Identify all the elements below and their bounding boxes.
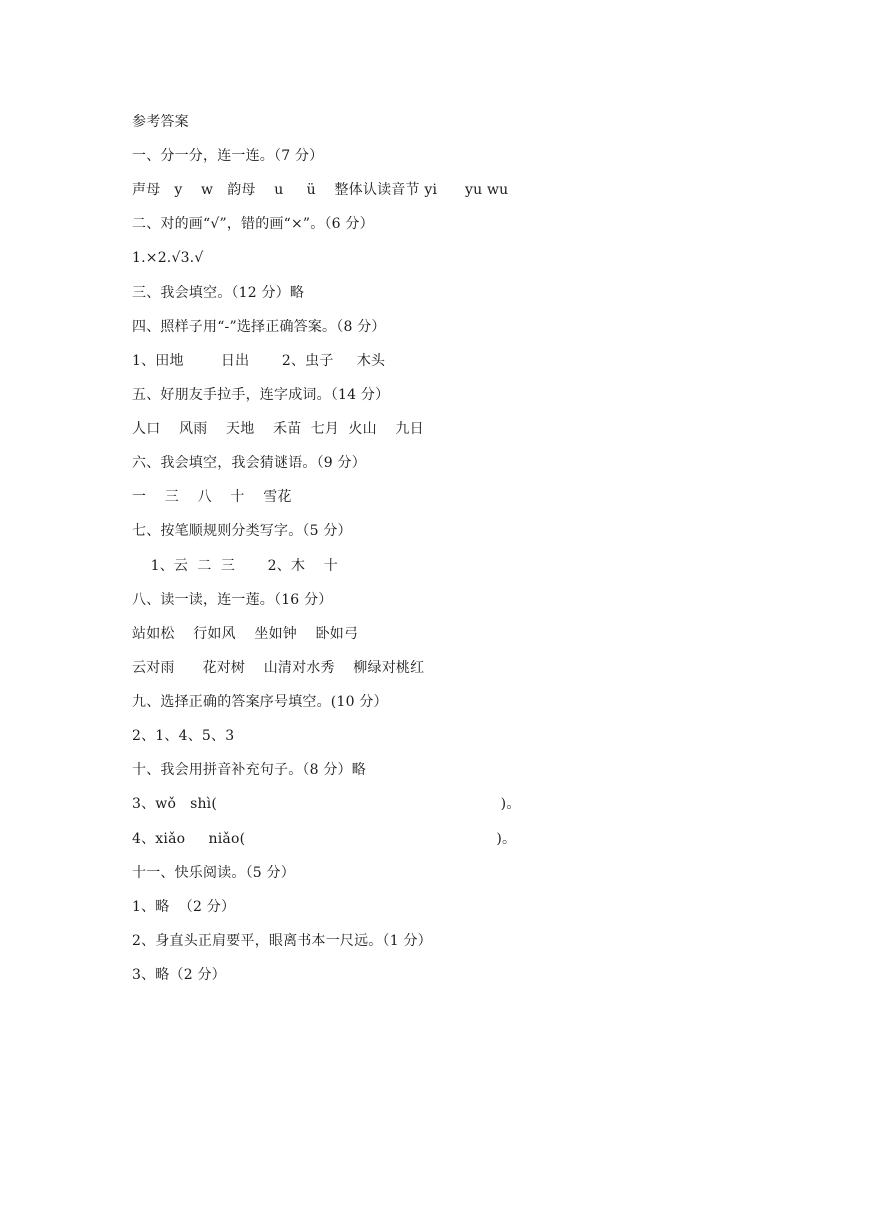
section-4-answer: 1、田地 日出 2、虫子 木头 xyxy=(132,353,386,369)
section-8-answer-2: 云对雨 花对树 山清对水秀 柳绿对桃红 xyxy=(132,660,425,676)
section-1-heading: 一、分一分，连一连。（7 分） xyxy=(132,148,324,164)
section-7-answer: 1、云 二 三 2、木 十 xyxy=(132,558,338,574)
section-2-heading: 二、对的画“√”，错的画“×”。（6 分） xyxy=(132,216,374,232)
section-2-answer: 1.×2.√3.√ xyxy=(132,250,204,266)
section-8-answer-1: 站如松 行如风 坐如钟 卧如弓 xyxy=(132,626,359,642)
section-8-heading: 八、读一读，连一莲。（16 分） xyxy=(132,592,333,608)
section-9-heading: 九、选择正确的答案序号填空。(10 分） xyxy=(132,694,388,710)
section-6-answer: 一 三 八 十 雪花 xyxy=(132,489,292,505)
section-11-answer-3: 3、略（2 分） xyxy=(132,967,226,983)
answer-title: 参考答案 xyxy=(132,114,189,130)
section-4-heading: 四、照样子用“-”选择正确答案。（8 分） xyxy=(132,319,386,335)
section-11-answer-2: 2、身直头正肩要平，眼离书本一尺远。（1 分） xyxy=(132,933,432,949)
section-3-heading: 三、我会填空。（12 分）略 xyxy=(132,285,305,301)
section-5-heading: 五、好朋友手拉手，连字成词。（14 分） xyxy=(132,387,390,403)
section-6-heading: 六、我会填空，我会猜谜语。（9 分） xyxy=(132,455,366,471)
section-11-heading: 十一、快乐阅读。（5 分） xyxy=(132,865,295,881)
section-10-answer-4: 4、xiǎo niǎo( )。 xyxy=(132,831,517,847)
section-7-heading: 七、按笔顺规则分类写字。（5 分） xyxy=(132,523,352,539)
section-1-answer: 声母 y w 韵母 u ü 整体认读音节 yi yu wu xyxy=(132,182,509,198)
section-5-answer: 人口 风雨 天地 禾苗 七月 火山 九日 xyxy=(132,421,424,437)
section-10-heading: 十、我会用拼音补充句子。（8 分）略 xyxy=(132,762,366,778)
section-11-answer-1: 1、略 （2 分） xyxy=(132,899,236,915)
section-10-answer-3: 3、wǒ shì( )。 xyxy=(132,796,521,812)
section-9-answer: 2、1、4、5、3 xyxy=(132,728,235,744)
